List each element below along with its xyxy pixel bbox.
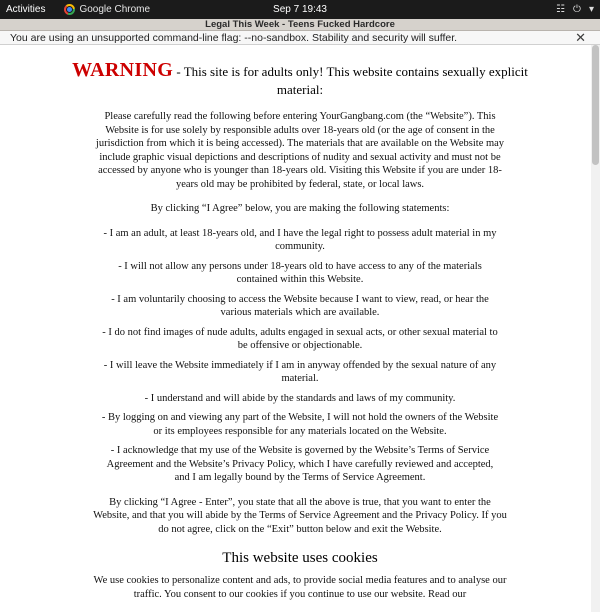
closing-paragraph: By clicking “I Agree - Enter”, you state that all the above is true, that you want to enter the Website, and that you will abide by the Terms of Service Agreement and the Privacy Policy. If you do not agree, click on the “Exit” button below and exit the Website. bbox=[93, 496, 507, 535]
chevron-down-icon[interactable]: ▾ bbox=[588, 3, 594, 15]
activities-button[interactable]: Activities bbox=[6, 4, 46, 15]
list-item: - I am an adult, at least 18-years old, and I have the legal right to possess adult material in my community. bbox=[103, 227, 497, 252]
list-item: - I am voluntarily choosing to access the Website because I want to view, read, or hear the various materials which are available. bbox=[111, 293, 489, 318]
age-verification-notice bbox=[65, 59, 535, 601]
browser-window bbox=[0, 19, 600, 600]
warning-headline bbox=[65, 59, 535, 98]
unsupported-flag-infobar bbox=[0, 31, 600, 45]
list-item: - I will leave the Website immediately if I am in anyway offended by the sexual nature of any material. bbox=[103, 359, 497, 384]
clock[interactable]: Sep 7 19:43 bbox=[273, 4, 327, 15]
system-status-area[interactable] bbox=[556, 5, 594, 15]
page-content bbox=[0, 45, 600, 612]
app-indicator-label: Google Chrome bbox=[79, 4, 151, 15]
warning-subtext: - This site is for adults only! This website contains sexually explicit material: bbox=[176, 64, 528, 97]
list-item: - I do not find images of nude adults, adults engaged in sexual acts, or other sexual material to be offensive or objectionable. bbox=[102, 326, 498, 351]
system-top-bar bbox=[0, 0, 600, 19]
close-icon[interactable]: ✕ bbox=[575, 30, 586, 45]
chrome-icon bbox=[64, 4, 75, 15]
statement-list bbox=[65, 227, 535, 485]
intro-paragraph: Please carefully read the following before entering YourGangbang.com (the “Website”). This Website is for use solely by responsible adults over 18-years old (or the age of consent in the jurisdiction from which it is being accessed). The materials that are available on the Website may include graphic visual depictions and descriptions of nudity and sexual activity and must not be accessed by anyone who is younger than 18-years old. Visiting this Website if you are under 18-years old may be prohibited by federal, state, or local laws. bbox=[95, 111, 505, 190]
page-scrollbar[interactable] bbox=[591, 45, 600, 612]
list-item: - I understand and will abide by the standards and laws of my community. bbox=[144, 392, 456, 404]
cookie-paragraph: We use cookies to personalize content and ads, to provide social media features and to analyse our traffic. You consent to our cookies if you continue to use our website. Read our bbox=[93, 575, 507, 600]
app-indicator[interactable] bbox=[64, 4, 150, 15]
list-item: - I acknowledge that my use of the Website is governed by the Website’s Terms of Service Agreement and the Website’s Privacy Policy, which I have carefully reviewed and accepted, and I am legally bound by the Terms of Service Agreement. bbox=[106, 445, 494, 483]
scrollbar-thumb[interactable] bbox=[592, 45, 599, 165]
infobar-message: You are using an unsupported command-line flag: --no-sandbox. Stability and security will suffer. bbox=[10, 31, 458, 44]
top-bar-left bbox=[6, 4, 150, 15]
window-title: Legal This Week - Teens Fucked Hardcore bbox=[205, 19, 395, 30]
list-item: - I will not allow any persons under 18-years old to have access to any of the materials contained within this Website. bbox=[118, 260, 482, 285]
warning-word: WARNING bbox=[72, 59, 174, 81]
network-icon[interactable]: ☷ bbox=[556, 3, 566, 15]
window-title-bar[interactable] bbox=[0, 19, 600, 31]
cookie-heading: This website uses cookies bbox=[222, 550, 378, 566]
agree-lead-paragraph: By clicking “I Agree” below, you are making the following statements: bbox=[150, 203, 450, 214]
list-item: - By logging on and viewing any part of the Website, I will not hold the owners of the Website or its employees responsible for any materials located on the Website. bbox=[101, 412, 499, 437]
power-icon[interactable]: ⏻ bbox=[573, 3, 581, 15]
